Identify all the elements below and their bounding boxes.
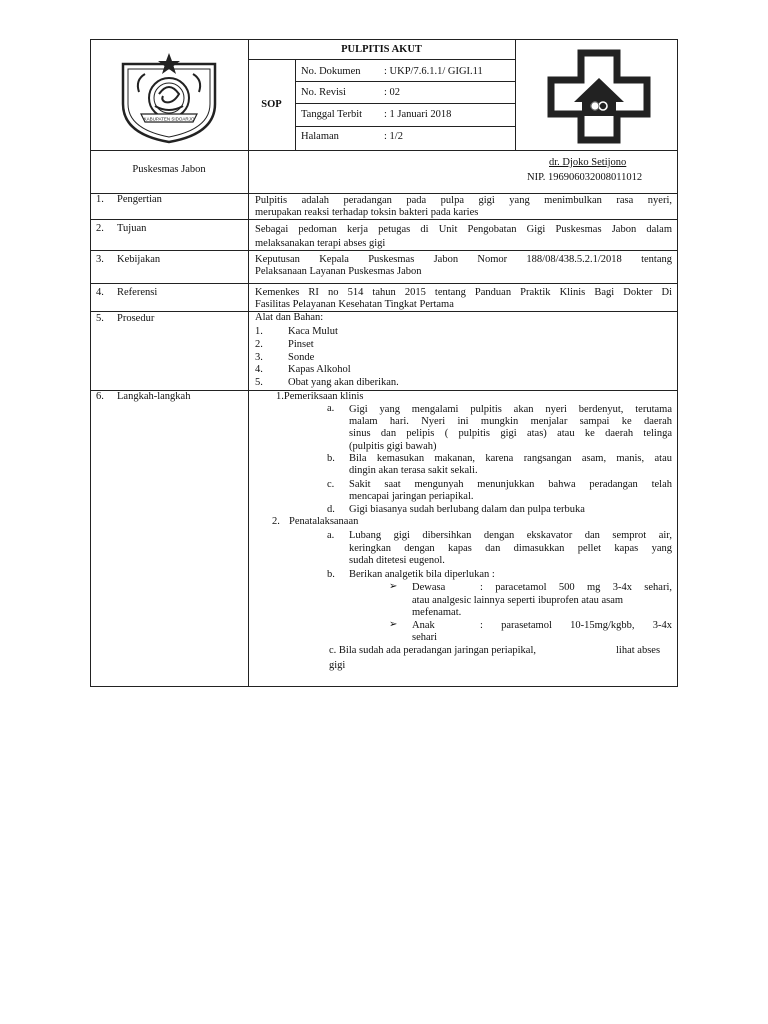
doc-number-label: No. Dokumen [301,66,361,77]
grid-line [90,219,678,220]
revision-label: No. Revisi [301,87,346,98]
treat-a-line: Lubang gigi dibersihkan dengan ekskavator dan semprot air, [349,530,672,541]
issue-date-value: : 1 Januari 2018 [384,109,452,120]
list-item-number: 3. [255,352,263,363]
grid-line [90,311,678,312]
section-label-langkah: Langkah-langkah [117,391,191,402]
exam-a-line: (pulpitis gigi bawah) [349,441,437,452]
treat-a-line: keringkan dengan kapas dan dimasukkan pellet kapas yang [349,543,672,554]
org-name: Puskesmas Jabon [132,164,206,175]
list-item-letter: a. [327,403,335,414]
referensi-text-line: Fasilitas Pelayanan Kesehatan Tingkat Pertama [255,299,454,310]
dose-child-line: sehari [412,632,438,643]
logo-ribbon-text: KABUPATEN SIDOARJO [143,116,195,122]
list-item-letter: c. [327,479,335,490]
doc-number-value: : UKP/7.6.1.1/ GIGI.11 [384,66,483,77]
exam-a-line: malam hari. Nyeri ini mungkin menjalar sampai ke daerah [349,416,672,427]
section-number: 6. [96,391,104,402]
subheading-pemeriksaan: 1.Pemeriksaan klinis [276,391,364,402]
section-label-referensi: Referensi [117,287,158,298]
exam-b-line: Bila kemasukan makanan, karena rangsangan asam, manis, atau [349,453,672,464]
pengertian-text-line: Pulpitis adalah peradangan pada pulpa gigi yang menimbulkan rasa nyeri, [255,195,672,206]
grid-line [248,39,249,687]
page-label: Halaman [301,131,339,142]
dose-adult-line: mefenamat. [412,607,462,618]
list-item: Pinset [288,339,314,350]
list-item-letter: a. [327,530,335,541]
revision-value: : 02 [384,87,401,98]
referensi-text-line: Kemenkes RI no 514 tahun 2015 tentang Panduan Praktik Klinis Bagi Dokter Di [255,287,672,298]
tujuan-text-line: Sebagai pedoman kerja petugas di Unit Pengobatan Gigi Puskesmas Jabon dalam [255,224,672,235]
list-item: Kapas Alkohol [288,364,351,375]
section-number: 5. [96,313,104,324]
exam-d-line: Gigi biasanya sudah berlubang dalam dan pulpa terbuka [349,504,585,515]
grid-line [90,150,678,151]
exam-b-line: dingin akan terasa sakit sekali. [349,465,478,476]
treat-a-line: sudah ditetesi eugenol. [349,555,445,566]
list-item-number: 1. [255,326,263,337]
subheading-number: 2. [272,516,280,527]
grid-line [248,59,515,60]
list-item-number: 2. [255,339,263,350]
subheading-penatalaksanaan: Penatalaksanaan [289,516,359,527]
treat-b-line: Berikan analgetik bila diperlukan : [349,569,495,580]
page-value: : 1/2 [384,131,403,142]
treat-c-line: c. Bila sudah ada peradangan jaringan periapikal, [329,645,536,656]
dose-adult-line: : paracetamol 500 mg 3-4x sehari, [480,582,672,593]
arrow-bullet-icon: ➢ [389,581,398,592]
list-item-letter: b. [327,569,335,580]
section-label-tujuan: Tujuan [117,223,147,234]
list-item: Obat yang akan diberikan. [288,377,399,388]
grid-line [295,103,515,104]
regency-shield-icon [115,50,223,144]
dose-adult-label: Dewasa [412,582,446,593]
kebijakan-text-line: Keputusan Kepala Puskesmas Jabon Nomor 188/08/438.5.2.1/2018 tentang [255,254,672,265]
treat-c-line: lihat abses [616,645,661,656]
arrow-bullet-icon: ➢ [389,619,398,630]
regency-logo [115,50,223,144]
sop-label: SOP [261,99,282,110]
prosedur-intro: Alat dan Bahan: [255,312,324,323]
exam-a-line: sinus dan pelipis ( pulpitis gigi atas) atau ke daerah telinga [349,428,672,439]
signer-name: dr. Djoko Setijono [549,157,627,168]
grid-line [295,126,515,127]
document-title: PULPITIS AKUT [341,44,422,55]
section-number: 1. [96,194,104,205]
list-item: Kaca Mulut [288,326,338,337]
kebijakan-text-line: Pelaksanaan Layanan Puskesmas Jabon [255,266,422,277]
list-item-number: 5. [255,377,263,388]
treat-c-line: gigi [329,660,346,671]
grid-line [295,59,296,150]
dose-child-line: : parasetamol 10-15mg/kgbb, 3-4x [480,620,672,631]
grid-line [295,81,515,82]
section-number: 3. [96,254,104,265]
list-item-letter: b. [327,453,335,464]
section-label-pengertian: Pengertian [117,194,162,205]
grid-line [90,193,678,194]
puskesmas-logo [544,48,654,144]
section-number: 4. [96,287,104,298]
list-item-letter: d. [327,504,335,515]
signer-nip: NIP. 196906032008011012 [527,172,643,183]
dose-child-label: Anak [412,620,435,631]
pengertian-text-line: merupakan reaksi terhadap toksin bakteri pada karies [255,207,479,218]
tujuan-text-line: melaksanakan terapi abses gigi [255,238,386,249]
issue-date-label: Tanggal Terbit [301,109,363,120]
exam-a-line: Gigi yang mengalami pulpitis akan nyeri berdenyut, terutama [349,404,672,415]
section-label-prosedur: Prosedur [117,313,155,324]
health-cross-icon [544,48,654,144]
section-number: 2. [96,223,104,234]
exam-c-line: mencapai jaringan periapikal. [349,491,474,502]
list-item: Sonde [288,352,315,363]
dose-adult-line: atau analgesic lainnya seperti ibuprofen atau asam [412,595,624,606]
grid-line [90,250,678,251]
list-item-number: 4. [255,364,263,375]
grid-line [515,39,516,150]
section-label-kebijakan: Kebijakan [117,254,161,265]
exam-c-line: Sakit saat mengunyah menunjukkan bahwa peradangan telah [349,479,672,490]
grid-line [90,283,678,284]
